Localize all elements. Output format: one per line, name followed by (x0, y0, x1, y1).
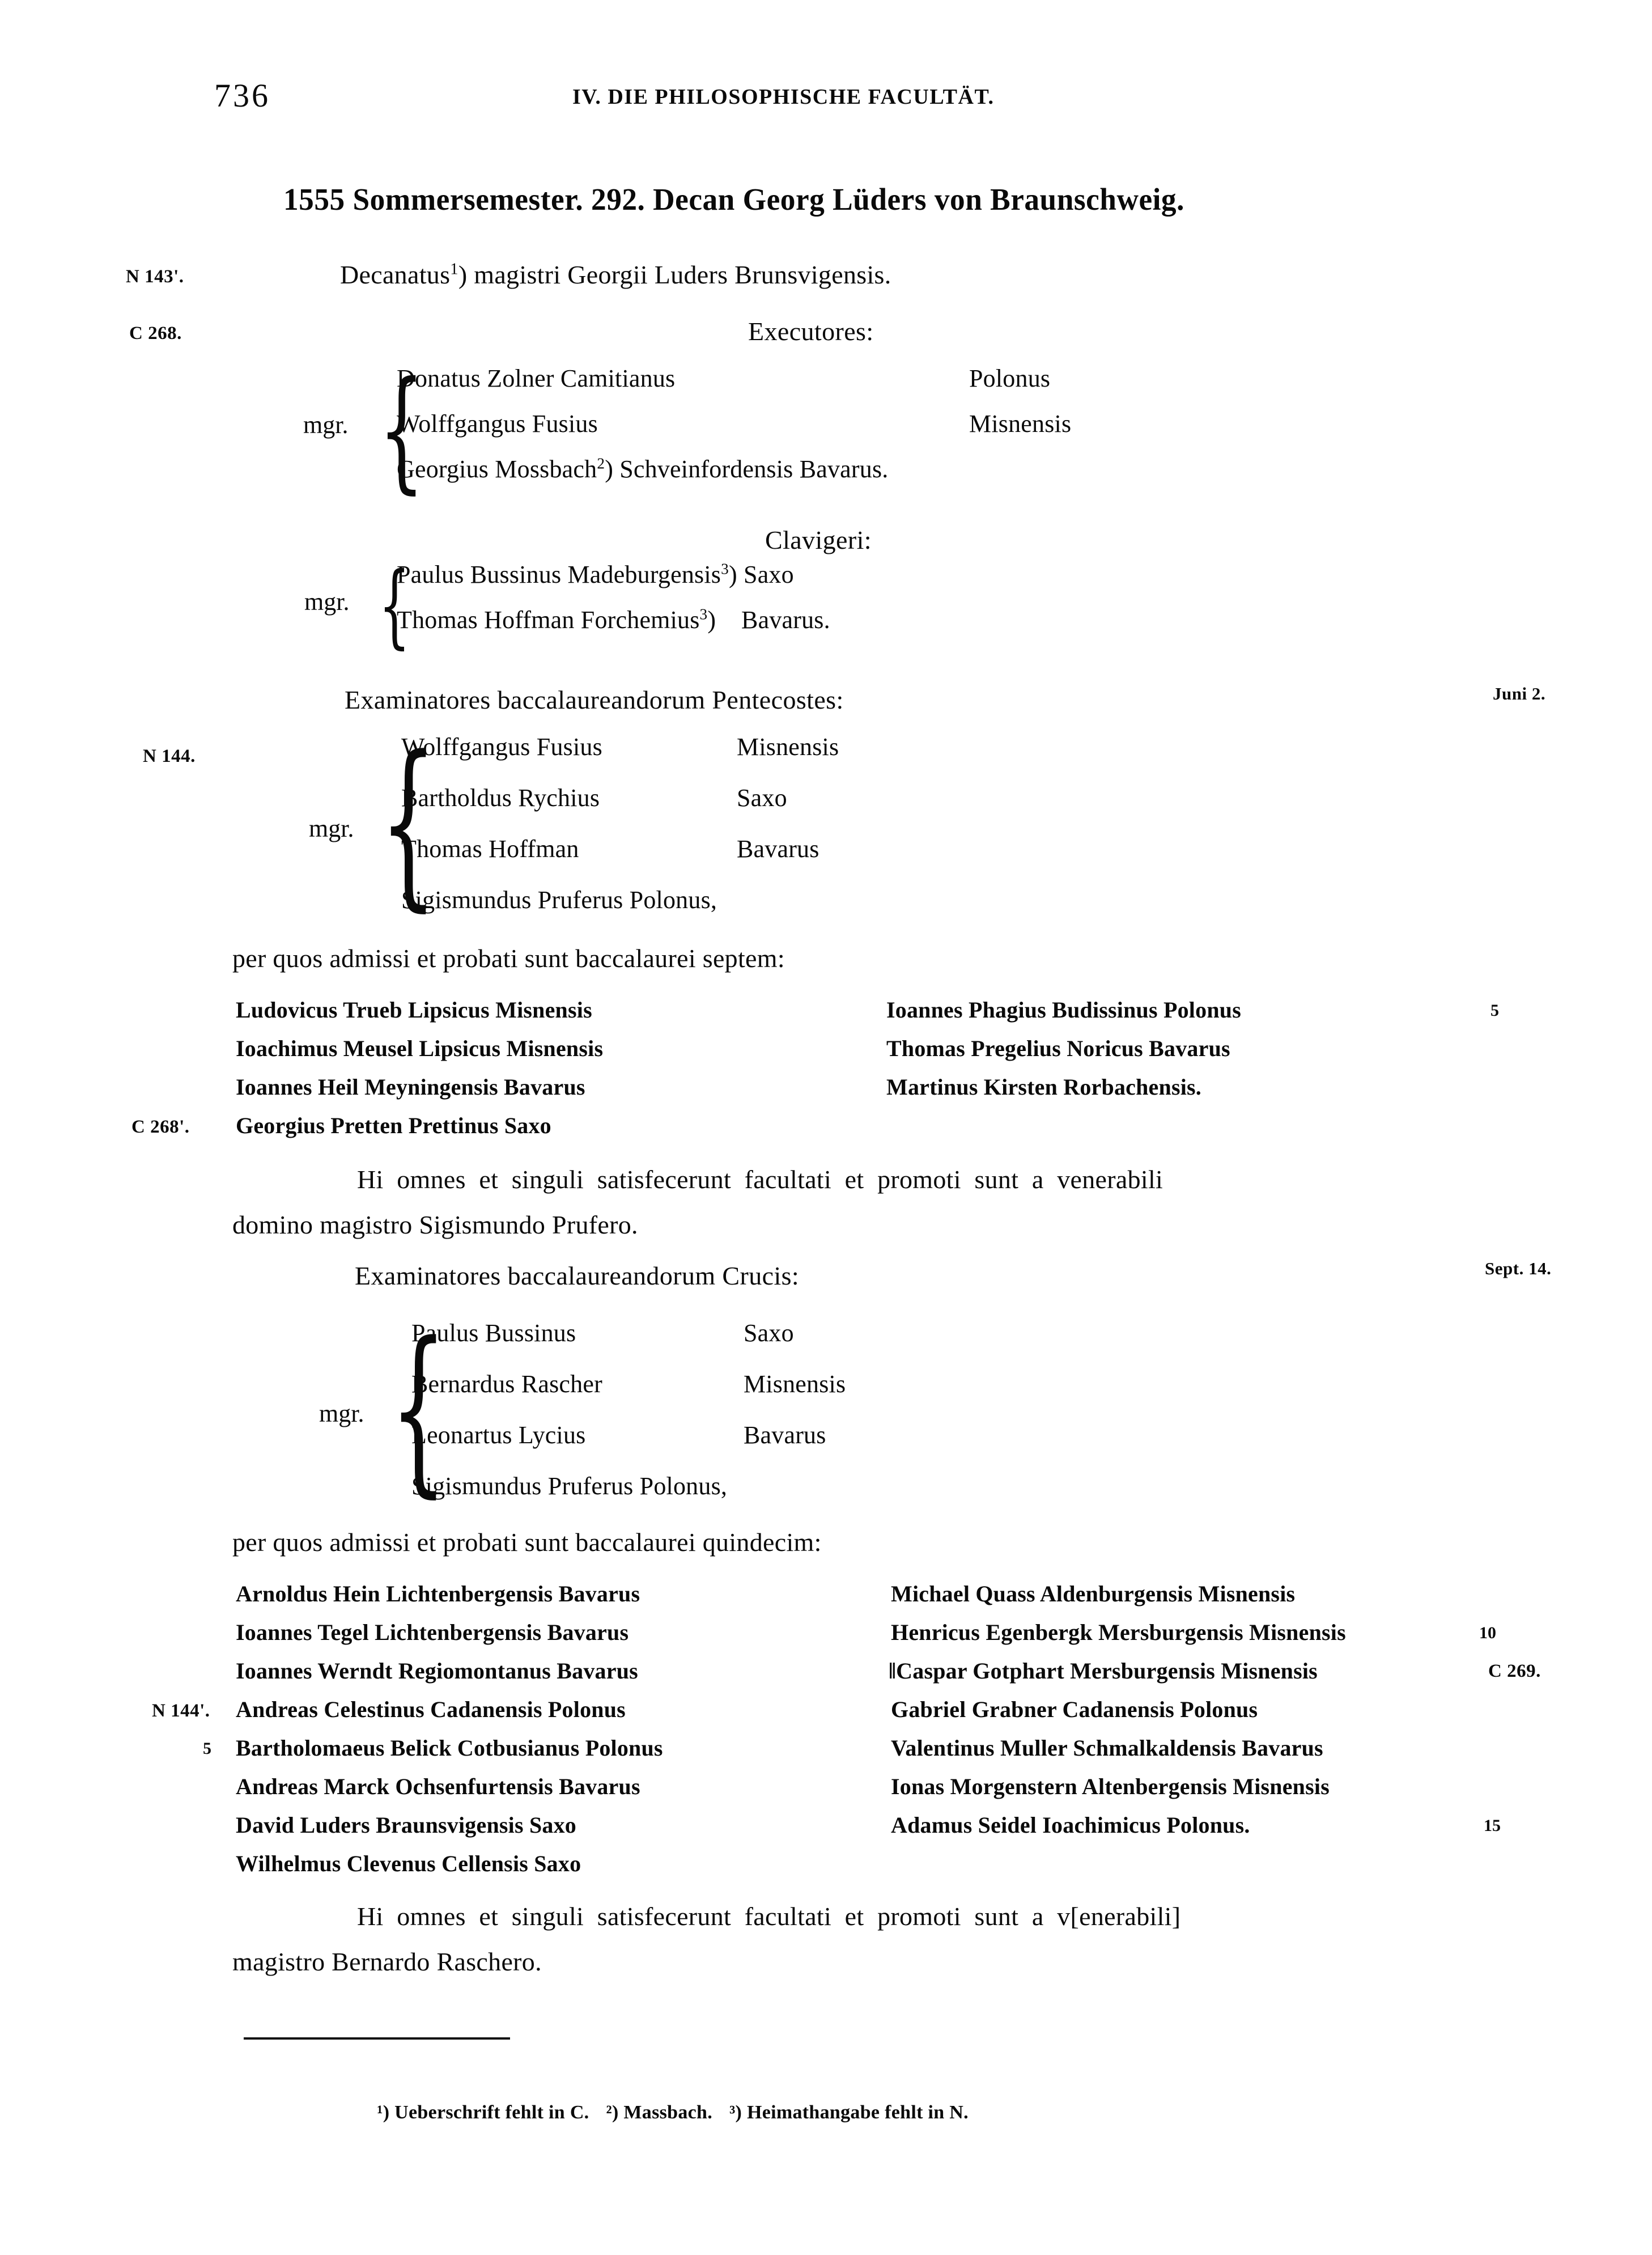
list-item: Adamus Seidel Ioachimicus Polonus. (891, 1812, 1250, 1838)
list-item: Henricus Egenbergk Mersburgensis Misnensis (891, 1620, 1346, 1645)
footnotes (357, 2084, 969, 2142)
pentecostes-intro: per quos admissi et probati sunt baccalaurei septem: (232, 944, 785, 973)
examinatores-pentecostes-heading: Examinatores baccalaureandorum Pentecostes: (345, 685, 844, 714)
list-item: Ionas Morgenstern Altenbergensis Misnensis (891, 1774, 1330, 1799)
examinatores-pentecostes-nation-2: Bavarus (737, 835, 819, 863)
decanatus-line: Decanatus$^1$) magistri Georgii Luders Brunsvigensis. (340, 260, 891, 289)
examinatores-pentecostes-nation-0: Misnensis (737, 733, 839, 761)
pentecostes-closing-line-2: domino magistro Sigismundo Prufero. (232, 1210, 638, 1239)
list-item: ‖Caspar Gotphart Mersburgensis Misnensis (889, 1658, 1318, 1684)
examinatores-pentecostes-name-3: Sigismundus Pruferus Polonus, (401, 886, 717, 914)
clavigeri-mgr-label: mgr. (304, 588, 350, 616)
examinatores-crucis-nation-1: Misnensis (744, 1370, 846, 1398)
line-number: 5 (1490, 1001, 1499, 1020)
examinatores-crucis-nation-0: Saxo (744, 1319, 794, 1347)
examinatores-crucis-brace: { (390, 1304, 448, 1514)
crucis-closing-line-1: Hi omnes et singuli satisfecerunt facultati et promoti sunt a v[enerabili] (357, 1902, 1181, 1931)
footnote-3: ³) Heimathangabe fehlt in N. (729, 2102, 969, 2123)
examinatores-pentecostes-name-0: Wolffgangus Fusius (401, 733, 602, 761)
examinatores-pentecostes-mgr-label: mgr. (309, 815, 354, 842)
clavigeri-heading: Clavigeri: (765, 525, 872, 554)
examinatores-pentecostes-name-2: Thomas Hoffman (401, 835, 579, 863)
executores-row-name-1: Wolffgangus Fusius (397, 410, 598, 438)
marginal-date-sept: Sept. 14. (1485, 1258, 1552, 1278)
line-number: 5 (203, 1739, 211, 1758)
examinatores-crucis-nation-2: Bavarus (744, 1421, 826, 1449)
examinatores-pentecostes-name-1: Bartholdus Rychius (401, 784, 600, 812)
list-item: Ioannes Phagius Budissinus Polonus (886, 997, 1241, 1023)
examinatores-pentecostes-brace: { (380, 718, 438, 927)
marginal-note-c269: C 269. (1488, 1661, 1541, 1681)
list-item: Bartholomaeus Belick Cotbusianus Polonus (236, 1735, 663, 1761)
list-item: David Luders Braunsvigensis Saxo (236, 1812, 576, 1838)
list-item: Wilhelmus Clevenus Cellensis Saxo (236, 1851, 581, 1876)
executores-row-name-2: Georgius Mossbach$^2$) Schveinfordensis Bavarus. (397, 455, 889, 483)
list-item: Thomas Pregelius Noricus Bavarus (886, 1036, 1230, 1061)
marginal-note-c268b: C 268'. (131, 1117, 190, 1137)
executores-row-nation-0: Polonus (969, 364, 1051, 392)
list-item: Ludovicus Trueb Lipsicus Misnensis (236, 997, 592, 1023)
executores-mgr-label: mgr. (303, 411, 349, 439)
list-item: Ioachimus Meusel Lipsicus Misnensis (236, 1036, 604, 1061)
list-item: Ioannes Werndt Regiomontanus Bavarus (236, 1658, 638, 1684)
crucis-intro: per quos admissi et probati sunt baccalaurei quindecim: (232, 1528, 822, 1557)
examinatores-crucis-name-0: Paulus Bussinus (411, 1319, 576, 1347)
list-item: Andreas Marck Ochsenfurtensis Bavarus (236, 1774, 640, 1799)
list-item: Martinus Kirsten Rorbachensis. (886, 1074, 1201, 1100)
examinatores-crucis-name-2: Leonartus Lycius (411, 1421, 586, 1449)
list-item: Ioannes Tegel Lichtenbergensis Bavarus (236, 1620, 629, 1645)
marginal-note-n144: N 144. (143, 746, 196, 766)
crucis-closing-line-2: magistro Bernardo Raschero. (232, 1947, 542, 1976)
footnote-1: ¹) Ueberschrift fehlt in C. (377, 2102, 589, 2123)
marginal-note-n144b: N 144'. (152, 1701, 210, 1721)
executores-row-name-0: Donatus Zolner Camitianus (397, 364, 676, 392)
section-title: 1555 Sommersemester. 292. Decan Georg Lüders von Braunschweig. (283, 182, 1184, 217)
list-item: Ioannes Heil Meyningensis Bavarus (236, 1074, 585, 1100)
marginal-note-n143: N 143'. (126, 266, 184, 287)
list-item: Michael Quass Aldenburgensis Misnensis (891, 1581, 1296, 1607)
footnote-separator-rule (244, 2037, 510, 2040)
marginal-note-c268: C 268. (129, 323, 182, 344)
line-number: 10 (1479, 1624, 1496, 1642)
executores-row-nation-1: Misnensis (969, 410, 1072, 438)
clavigeri-row-0: Paulus Bussinus Madeburgensis$^3$) Saxo (397, 560, 794, 588)
list-item: Gabriel Grabner Cadanensis Polonus (891, 1697, 1258, 1722)
pentecostes-closing-line-1: Hi omnes et singuli satisfecerunt facultati et promoti sunt a venerabili (357, 1165, 1163, 1194)
examinatores-pentecostes-nation-1: Saxo (737, 784, 787, 812)
examinatores-crucis-name-1: Bernardus Rascher (411, 1370, 602, 1398)
line-number: 15 (1484, 1816, 1501, 1835)
clavigeri-brace: { (379, 552, 410, 658)
clavigeri-row-1: Thomas Hoffman Forchemius$^3$) Bavarus. (397, 605, 830, 634)
running-head: IV. DIE PHILOSOPHISCHE FACULTÄT. (572, 85, 995, 109)
examinatores-crucis-name-3: Sigismundus Pruferus Polonus, (411, 1472, 728, 1500)
list-item: Georgius Pretten Prettinus Saxo (236, 1113, 551, 1138)
executores-brace: { (379, 353, 425, 506)
page-number: 736 (214, 77, 270, 114)
list-item: Andreas Celestinus Cadanensis Polonus (236, 1697, 626, 1722)
executores-heading: Executores: (748, 317, 874, 346)
list-item: Arnoldus Hein Lichtenbergensis Bavarus (236, 1581, 640, 1607)
footnote-2: ²) Massbach. (606, 2102, 713, 2123)
list-item: Valentinus Muller Schmalkaldensis Bavarus (891, 1735, 1323, 1761)
examinatores-crucis-heading: Examinatores baccalaureandorum Crucis: (355, 1261, 800, 1290)
marginal-date-juni: Juni 2. (1493, 684, 1546, 703)
examinatores-crucis-mgr-label: mgr. (319, 1400, 364, 1427)
